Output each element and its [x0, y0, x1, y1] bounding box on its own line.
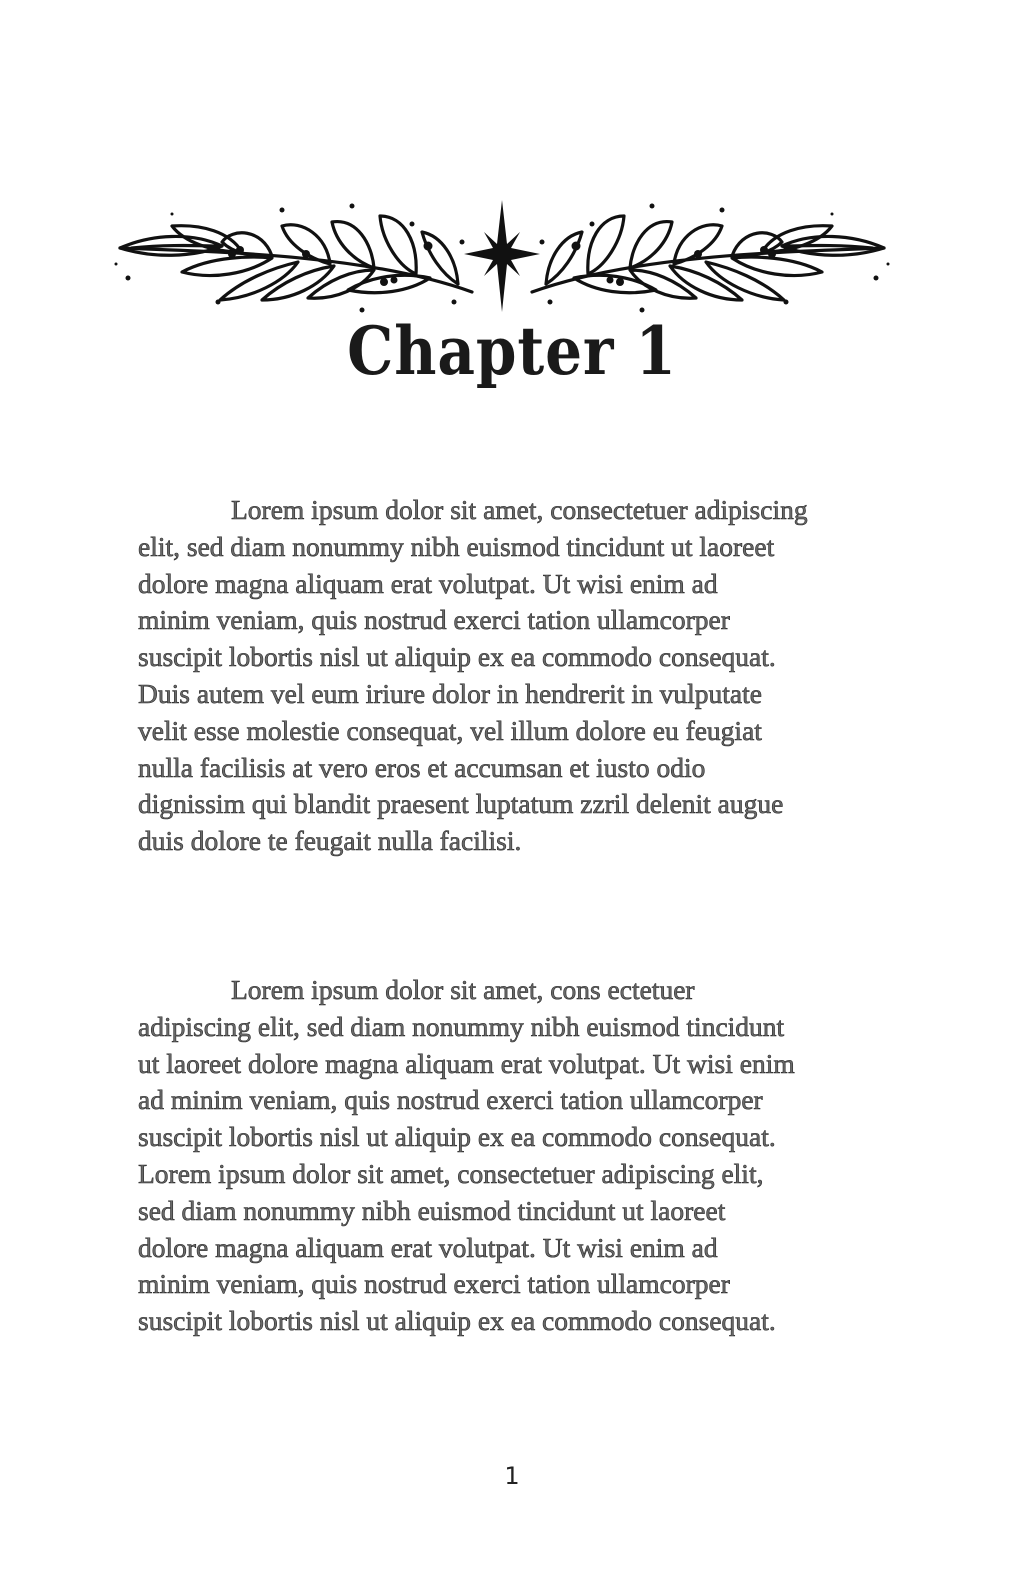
text-line: elit, sed diam nonummy nibh euismod tincidunt ut laoreet [138, 530, 775, 562]
text-line: sed diam nonummy nibh euismod tincidunt ut laoreet [138, 1194, 726, 1226]
text-line: ad minim veniam, quis nostrud exerci tation ullamcorper [138, 1084, 763, 1116]
text-line: suscipit lobortis nisl ut aliquip ex ea commodo consequat. [138, 1121, 776, 1153]
text-line: minim veniam, quis nostrud exerci tation ullamcorper [138, 1268, 730, 1300]
text-line: suscipit lobortis nisl ut aliquip ex ea commodo consequat. [138, 1305, 776, 1337]
paragraph-2 [138, 972, 908, 1340]
laurel-ornament-icon [112, 196, 892, 316]
text-line: Lorem ipsum dolor sit amet, consectetuer adipiscing [231, 494, 808, 525]
text-line: nulla facilisis at vero eros et accumsan et iusto odio [138, 751, 706, 783]
text-line: Lorem ipsum dolor sit amet, cons ectetuer [231, 974, 695, 1005]
text-line: duis dolore te feugait nulla facilisi. [138, 825, 522, 857]
text-line: dolore magna aliquam erat volutpat. Ut wisi enim ad [138, 567, 718, 599]
text-line: velit esse molestie consequat, vel illum dolore eu feugiat [138, 714, 762, 746]
text-line: adipiscing elit, sed diam nonummy nibh euismod tincidunt [138, 1010, 785, 1042]
page-number: 1 [504, 1462, 520, 1490]
text-line: Duis autem vel eum iriure dolor in hendrerit in vulputate [138, 677, 762, 709]
text-line: suscipit lobortis nisl ut aliquip ex ea commodo consequat. [138, 641, 776, 673]
text-line: Lorem ipsum dolor sit amet, consectetuer adipiscing elit, [138, 1157, 764, 1189]
text-line: minim veniam, quis nostrud exerci tation ullamcorper [138, 604, 730, 636]
text-line: ut laoreet dolore magna aliquam erat volutpat. Ut wisi enim [138, 1047, 795, 1079]
text-line: dignissim qui blandit praesent luptatum zzril delenit augue [138, 788, 784, 820]
paragraph-1 [138, 492, 908, 860]
chapter-title: Chapter 1 [347, 312, 677, 390]
star-icon [464, 200, 540, 312]
text-line: dolore magna aliquam erat volutpat. Ut wisi enim ad [138, 1231, 718, 1263]
